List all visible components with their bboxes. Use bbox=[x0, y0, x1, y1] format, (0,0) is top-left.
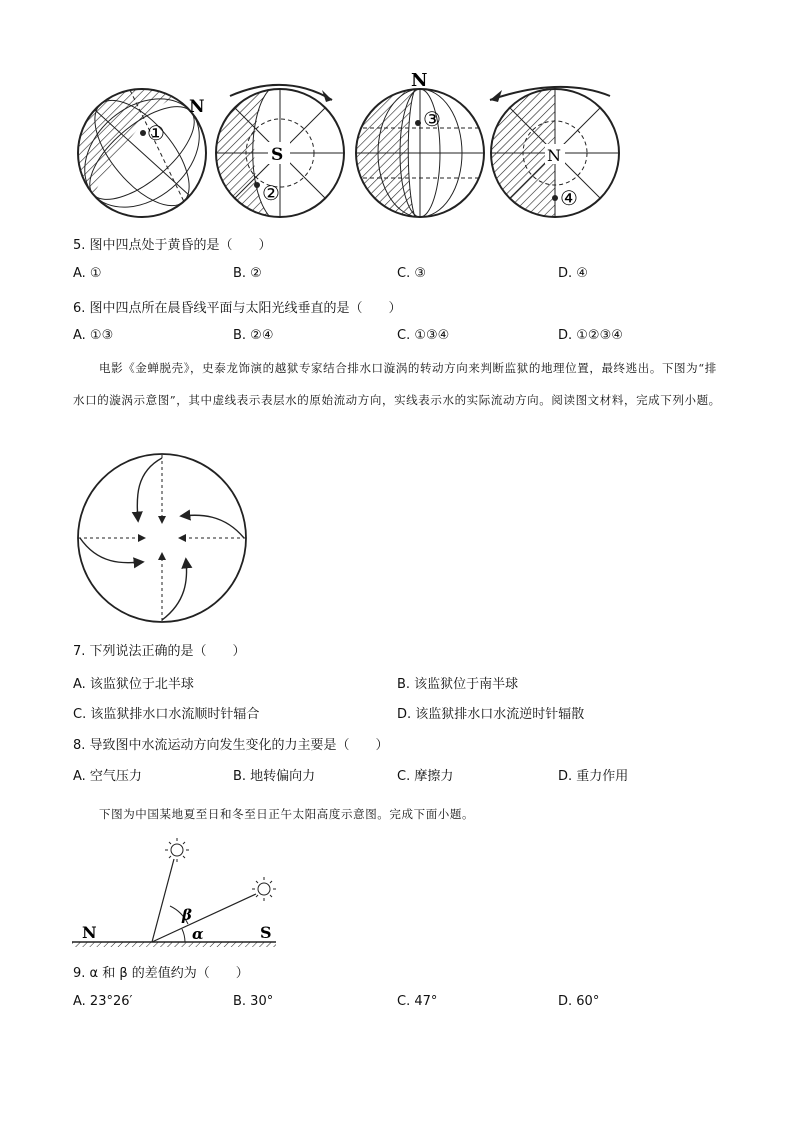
globes-figure bbox=[70, 70, 630, 230]
q7-option-a[interactable]: A. 该监狱位于北半球 bbox=[73, 677, 194, 692]
q9-option-a[interactable]: A. 23°26′ bbox=[73, 994, 133, 1009]
point-2-label: ② bbox=[262, 181, 280, 205]
q9-option-b[interactable]: B. 30° bbox=[233, 994, 274, 1009]
point-1-label: ① bbox=[147, 121, 165, 145]
q9-option-d[interactable]: D. 60° bbox=[558, 994, 600, 1009]
globe-3 bbox=[356, 70, 484, 217]
globe-4 bbox=[491, 89, 619, 217]
q8-stem: 8. 导致图中水流运动方向发生变化的力主要是（ ） bbox=[73, 738, 389, 753]
q9-option-c[interactable]: C. 47° bbox=[397, 994, 438, 1009]
solar-altitude-figure bbox=[70, 832, 290, 952]
north-pole-label-4: N bbox=[547, 146, 561, 165]
q6-option-a[interactable]: A. ①③ bbox=[73, 328, 114, 343]
q7-option-b[interactable]: B. 该监狱位于南半球 bbox=[397, 677, 519, 692]
q8-option-a[interactable]: A. 空气压力 bbox=[73, 769, 142, 784]
q5-option-b[interactable]: B. ② bbox=[233, 266, 262, 281]
q7-stem: 7. 下列说法正确的是（ ） bbox=[73, 644, 246, 659]
whirlpool-figure bbox=[74, 452, 250, 628]
point-4-label: ④ bbox=[560, 186, 578, 210]
rotation-arrow-1 bbox=[230, 85, 332, 100]
point-3-label: ③ bbox=[423, 107, 441, 131]
passage-sun-altitude: 下图为中国某地夏至日和冬至日正午太阳高度示意图。完成下面小题。 bbox=[99, 807, 475, 821]
q8-option-b[interactable]: B. 地转偏向力 bbox=[233, 769, 316, 784]
q5-option-c[interactable]: C. ③ bbox=[397, 266, 426, 281]
north-label-1: N bbox=[189, 97, 205, 117]
sun-icon-summer bbox=[165, 838, 189, 862]
beta-label: β bbox=[182, 906, 192, 924]
south-label: S bbox=[260, 923, 272, 942]
q7-option-c[interactable]: C. 该监狱排水口水流顺时针辐合 bbox=[73, 707, 260, 722]
q9-stem: 9. α 和 β 的差值约为（ ） bbox=[73, 966, 249, 981]
q8-option-c[interactable]: C. 摩擦力 bbox=[397, 769, 454, 784]
q6-option-c[interactable]: C. ①③④ bbox=[397, 328, 450, 343]
globe-1 bbox=[70, 77, 221, 230]
q7-option-d[interactable]: D. 该监狱排水口水流逆时针辐散 bbox=[397, 707, 585, 722]
q6-stem: 6. 图中四点所在晨昏线平面与太阳光线垂直的是（ ） bbox=[73, 301, 402, 316]
sun-icon-winter bbox=[252, 877, 276, 901]
north-pole-label-3: N bbox=[411, 70, 428, 91]
q8-option-d[interactable]: D. 重力作用 bbox=[558, 769, 629, 784]
q6-option-b[interactable]: B. ②④ bbox=[233, 328, 274, 343]
north-label: N bbox=[82, 923, 97, 942]
globe-2 bbox=[216, 89, 344, 217]
q6-option-d[interactable]: D. ①②③④ bbox=[558, 328, 623, 343]
alpha-label: α bbox=[192, 925, 204, 943]
q5-stem: 5. 图中四点处于黄昏的是（ ） bbox=[73, 238, 272, 253]
q5-option-a[interactable]: A. ① bbox=[73, 266, 102, 281]
passage-whirlpool: 电影《金蝉脱壳》，史泰龙饰演的越狱专家结合排水口漩涡的转动方向来判断监狱的地理位置，最终逃出。下图为“排水口的漩涡示意图”，其中虚线表示表层水的原始流动方向，实线表示水的实际流动方向。阅读图文材料，完成下列小题。 bbox=[73, 361, 721, 407]
south-pole-label-2: S bbox=[271, 145, 284, 165]
q5-option-d[interactable]: D. ④ bbox=[558, 266, 588, 281]
